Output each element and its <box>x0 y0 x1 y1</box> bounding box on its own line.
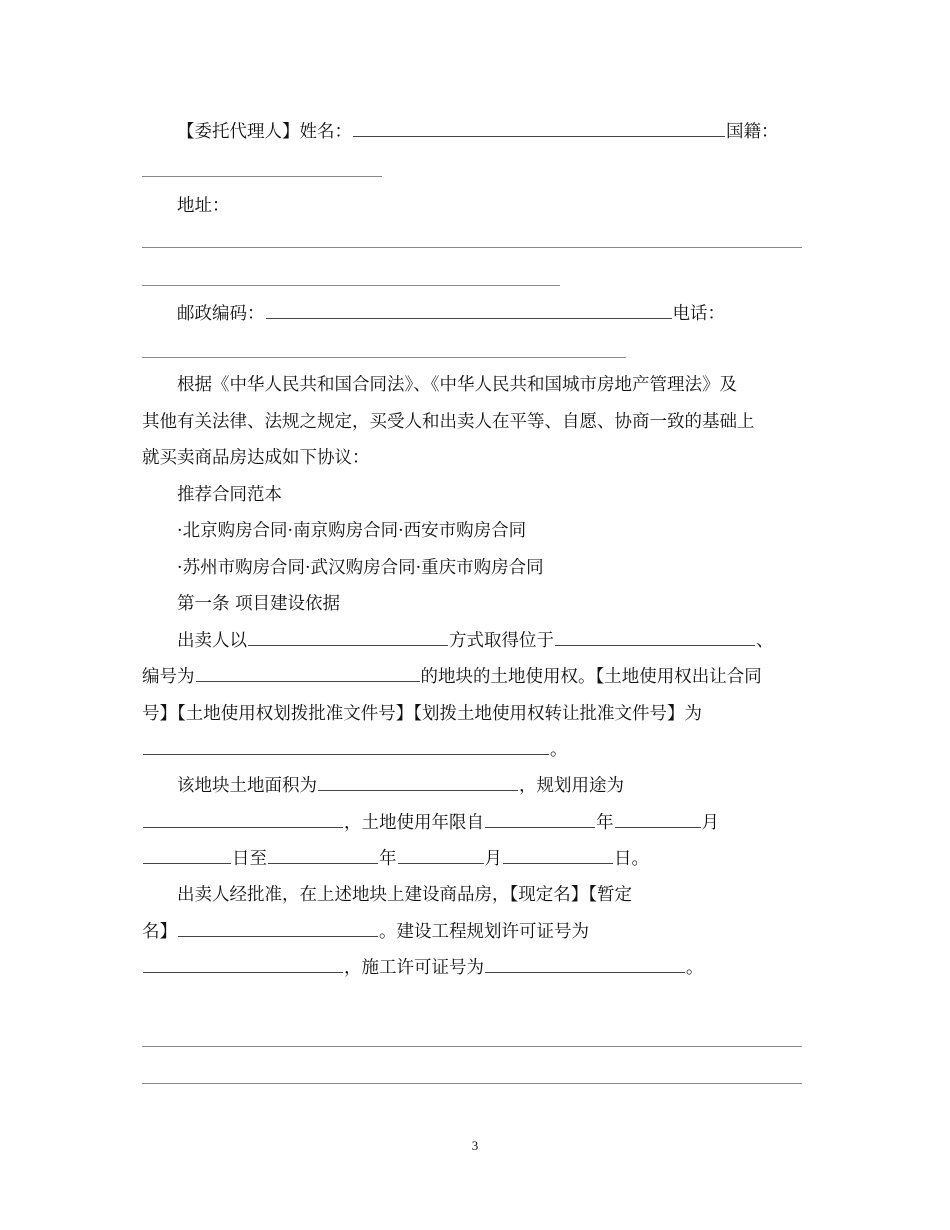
article-1-p3-line-2 <box>142 921 589 943</box>
text-name-bracket: 名】 <box>142 922 177 942</box>
text-planning-permit: 。建设工程规划许可证号为 <box>379 922 589 942</box>
agent-name-label: 【委托代理人】姓名： <box>177 122 352 142</box>
article-1-p2-line-1 <box>177 775 624 797</box>
page-number: 3 <box>471 1138 479 1153</box>
end-year-blank[interactable] <box>268 862 378 864</box>
agent-nationality-label: 国籍： <box>726 122 779 142</box>
phone-blank[interactable] <box>142 357 626 358</box>
land-area-blank[interactable] <box>318 789 518 791</box>
postcode-label: 邮政编码： <box>177 304 265 324</box>
recommended-links-row-1[interactable]: ·北京购房合同·南京购房合同·西安市购房合同 <box>177 521 527 541</box>
text-term-from: ，土地使用年限自 <box>344 813 484 833</box>
text-obtained-at: 方式取得位于 <box>449 631 554 651</box>
preamble-line-1: 根据《中华人民共和国合同法》、《中华人民共和国城市房地产管理法》及 <box>177 375 737 395</box>
text-planned-use: ，规划用途为 <box>519 776 624 796</box>
text-year-2: 年 <box>379 849 397 869</box>
recommended-links-row-2[interactable]: ·苏州市购房合同·武汉购房合同·重庆市购房合同 <box>177 558 544 578</box>
article-1-p1-line-2 <box>142 666 762 688</box>
article-1-p2-line-3 <box>142 848 649 870</box>
article-1-p1-line-3: 号】【土地使用权划拨批准文件号】【划拨土地使用权转让批准文件号】为 <box>142 704 702 724</box>
text-period: 。 <box>550 740 568 760</box>
start-month-blank[interactable] <box>615 826 701 828</box>
article-1-heading: 第一条 项目建设依据 <box>177 594 341 614</box>
article-1-p2-line-2 <box>142 812 719 834</box>
blank-rule-2[interactable] <box>142 1083 802 1084</box>
text-period-2: 。 <box>686 958 704 978</box>
text-number-is: 编号为 <box>142 667 195 687</box>
planning-permit-blank[interactable] <box>143 971 343 973</box>
text-year: 年 <box>596 813 614 833</box>
approval-doc-blank[interactable] <box>143 753 549 755</box>
parcel-number-blank[interactable] <box>196 680 420 682</box>
start-year-blank[interactable] <box>485 826 595 828</box>
acquisition-method-blank[interactable] <box>248 644 448 646</box>
phone-label: 电话： <box>672 304 725 324</box>
text-day-to: 日至 <box>232 849 267 869</box>
postcode-blank[interactable] <box>266 317 672 319</box>
text-land-use-right: 的地块的土地使用权。【土地使用权出让合同 <box>420 667 762 687</box>
construction-permit-blank[interactable] <box>485 971 685 973</box>
location-blank[interactable] <box>555 644 755 646</box>
preamble-line-3: 就买卖商品房达成如下协议： <box>142 448 370 468</box>
recommended-title: 推荐合同范本 <box>177 485 282 505</box>
text-month: 月 <box>701 813 719 833</box>
text-month-2: 月 <box>484 849 502 869</box>
article-1-p1-line-4 <box>142 739 568 761</box>
agent-name-line <box>177 121 779 143</box>
text-day-end: 日。 <box>614 849 649 869</box>
article-1-p1-line-1 <box>177 630 774 652</box>
nationality-blank[interactable] <box>142 176 382 177</box>
agent-name-blank[interactable] <box>353 135 725 137</box>
article-1-p3-line-3 <box>142 957 704 979</box>
text-comma: 、 <box>756 631 774 651</box>
article-1-p3-line-1: 出卖人经批准，在上述地块上建设商品房，【现定名】【暂定 <box>177 885 632 905</box>
planned-use-blank[interactable] <box>143 826 343 828</box>
text-land-area: 该地块土地面积为 <box>177 776 317 796</box>
end-month-blank[interactable] <box>398 862 484 864</box>
end-day-blank[interactable] <box>503 862 613 864</box>
start-day-blank[interactable] <box>143 862 231 864</box>
text-construction-permit: ，施工许可证号为 <box>344 958 484 978</box>
text-seller-by: 出卖人以 <box>177 631 247 651</box>
blank-rule-1[interactable] <box>142 1046 802 1047</box>
postcode-line <box>177 303 725 325</box>
address-label: 地址： <box>177 196 230 216</box>
address-blank-1[interactable] <box>142 247 802 248</box>
address-blank-2[interactable] <box>142 285 560 286</box>
project-name-blank[interactable] <box>178 935 378 937</box>
preamble-line-2: 其他有关法律、法规之规定，买受人和出卖人在平等、自愿、协商一致的基础上 <box>142 412 755 432</box>
